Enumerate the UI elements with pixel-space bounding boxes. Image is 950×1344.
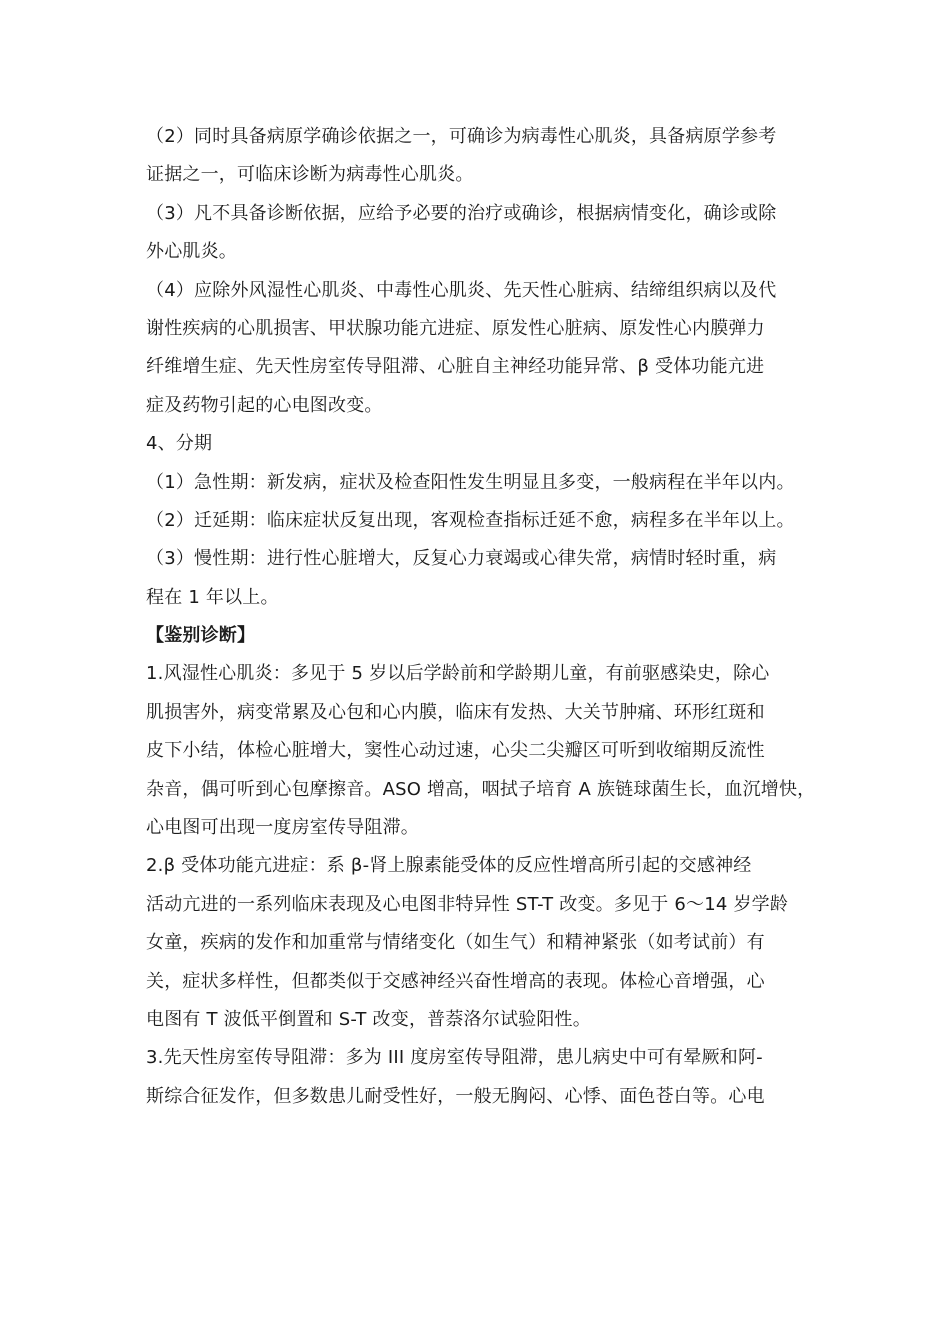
document-body [146, 118, 826, 1116]
text-line: 皮下小结，体检心脏增大，窦性心动过速，心尖二尖瓣区可听到收缩期反流性 [146, 740, 765, 762]
text-line: （2）同时具备病原学确诊依据之一，可确诊为病毒性心肌炎，具备病原学参考 [146, 126, 777, 147]
text-line: （2）迁延期：临床症状反复出现，客观检查指标迁延不愈，病程多在半年以上。 [146, 509, 795, 531]
text-line: 证据之一，可临床诊断为病毒性心肌炎。 [146, 164, 474, 186]
text-line: 肌损害外，病变常累及心包和心内膜，临床有发热、大关节肿痛、环形红斑和 [146, 701, 765, 723]
text-line: 谢性疾病的心肌损害、甲状腺功能亢进症、原发性心脏病、原发性心内膜弹力 [146, 317, 765, 339]
section-heading: 【鉴别诊断】 [146, 625, 256, 647]
section-subheading: 4、分期 [146, 433, 213, 455]
text-line: 活动亢进的一系列临床表现及心电图非特异性 ST-T 改变。多见于 6～14 岁学龄 [146, 893, 789, 915]
text-line: 心电图可出现一度房室传导阻滞。 [146, 817, 419, 839]
text-line: 女童，疾病的发作和加重常与情绪变化（如生气）和精神紧张（如考试前）有 [146, 932, 765, 954]
text-line: 症及药物引起的心电图改变。 [146, 394, 383, 416]
text-line: （3）凡不具备诊断依据，应给予必要的治疗或确诊，根据病情变化，确诊或除 [146, 202, 777, 224]
text-line: 斯综合征发作，但多数患儿耐受性好，一般无胸闷、心悸、面色苍白等。心电 [146, 1085, 765, 1107]
text-line: 外心肌炎。 [146, 241, 237, 263]
text-line: 纤维增生症、先天性房室传导阻滞、心脏自主神经功能异常、β 受体功能亢进 [146, 356, 765, 378]
text-line: 电图有 T 波低平倒置和 S-T 改变，普萘洛尔试验阳性。 [146, 1008, 591, 1030]
text-line: （4）应除外风湿性心肌炎、中毒性心肌炎、先天性心脏病、结缔组织病以及代 [146, 279, 777, 301]
text-line: 程在 1 年以上。 [146, 586, 279, 608]
text-line: （1）急性期：新发病，症状及检查阳性发生明显且多变，一般病程在半年以内。 [146, 471, 795, 493]
text-line: 1.风湿性心肌炎：多见于 5 岁以后学龄前和学龄期儿童，有前驱感染史，除心 [146, 663, 770, 685]
text-line: 3.先天性房室传导阻滞：多为 III 度房室传导阻滞，患儿病史中可有晕厥和阿- [146, 1047, 763, 1069]
text-line: 杂音，偶可听到心包摩擦音。ASO 增高，咽拭子培育 A 族链球菌生长，血沉增快， [146, 778, 816, 800]
text-line: 2.β 受体功能亢进症：系 β-肾上腺素能受体的反应性增高所引起的交感神经 [146, 855, 752, 877]
text-line: 关，症状多样性，但都类似于交感神经兴奋性增高的表现。体检心音增强，心 [146, 970, 765, 992]
text-line: （3）慢性期：进行性心脏增大，反复心力衰竭或心律失常，病情时轻时重，病 [146, 548, 777, 570]
